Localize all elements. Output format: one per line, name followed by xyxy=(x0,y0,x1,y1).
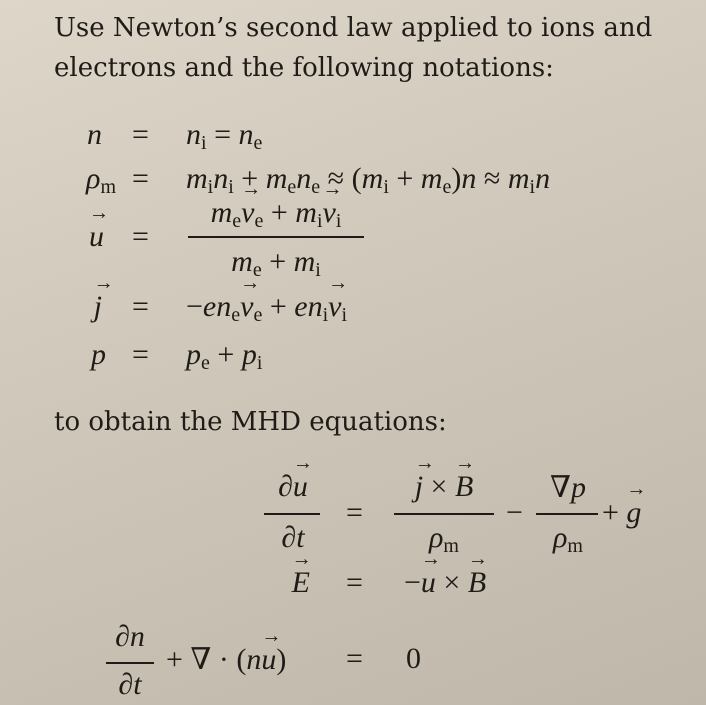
divergence-term: + ∇ · (n→ u) xyxy=(166,642,286,677)
textbook-page: Use Newton’s second law applied to ions and electrons and the following notations: n = $n_i = n_e$ $\rho_m$ = $m_in_i + m_en_e \approx (m_i + m_e)n \approx m_in$ → u = $m_e\to v_e + m_i\to v_i$ $m_e + m_i$ → j = $-en_e\to v_e + en_i\to v_i$ p = $p_e + p_i$ to obtain the MHD equations: ∂→ u ∂t = → j × → B $\rho_m$ − ∇p $\rho_m$ + → g → E = −→ u × → B ∂n ∂t + ∇ · (n→ u) = 0 xyxy=(0,0,706,705)
mhd-eq-3-equals: = xyxy=(346,642,363,675)
du-dt-denominator: ∂t xyxy=(281,521,305,554)
dn-dt-denominator: ∂t xyxy=(118,668,142,701)
du-dt-fraction-bar xyxy=(264,513,320,515)
intro-line-1: Use Newton’s second law applied to ions and xyxy=(54,13,653,43)
gradp-denominator: $\rho_m$ xyxy=(553,521,583,557)
dn-dt-fraction-bar xyxy=(106,662,154,664)
jxb-fraction-bar xyxy=(394,513,494,515)
mhd-eq-1-equals: = xyxy=(346,496,363,529)
dn-dt-numerator: ∂n xyxy=(115,620,145,653)
minus-sign: − xyxy=(506,496,523,529)
definition-u-denominator: $m_e + m_i$ xyxy=(231,245,321,281)
transition-text: to obtain the MHD equations: xyxy=(54,407,447,437)
jxb-denominator: $\rho_m$ xyxy=(429,521,459,557)
intro-line-2: electrons and the following notations: xyxy=(54,53,554,83)
definition-u-numerator: $m_e\to v_e + m_i\to v_i$ xyxy=(188,196,364,230)
zero-value: 0 xyxy=(406,642,421,675)
du-dt-numerator: ∂→ u xyxy=(262,470,324,504)
jxb-numerator: → j × → B xyxy=(392,470,496,504)
definition-u-fraction-bar xyxy=(188,236,364,238)
plus-g: + → g xyxy=(602,496,641,530)
gradp-numerator: ∇p xyxy=(550,471,586,504)
gradp-fraction-bar xyxy=(536,513,598,515)
